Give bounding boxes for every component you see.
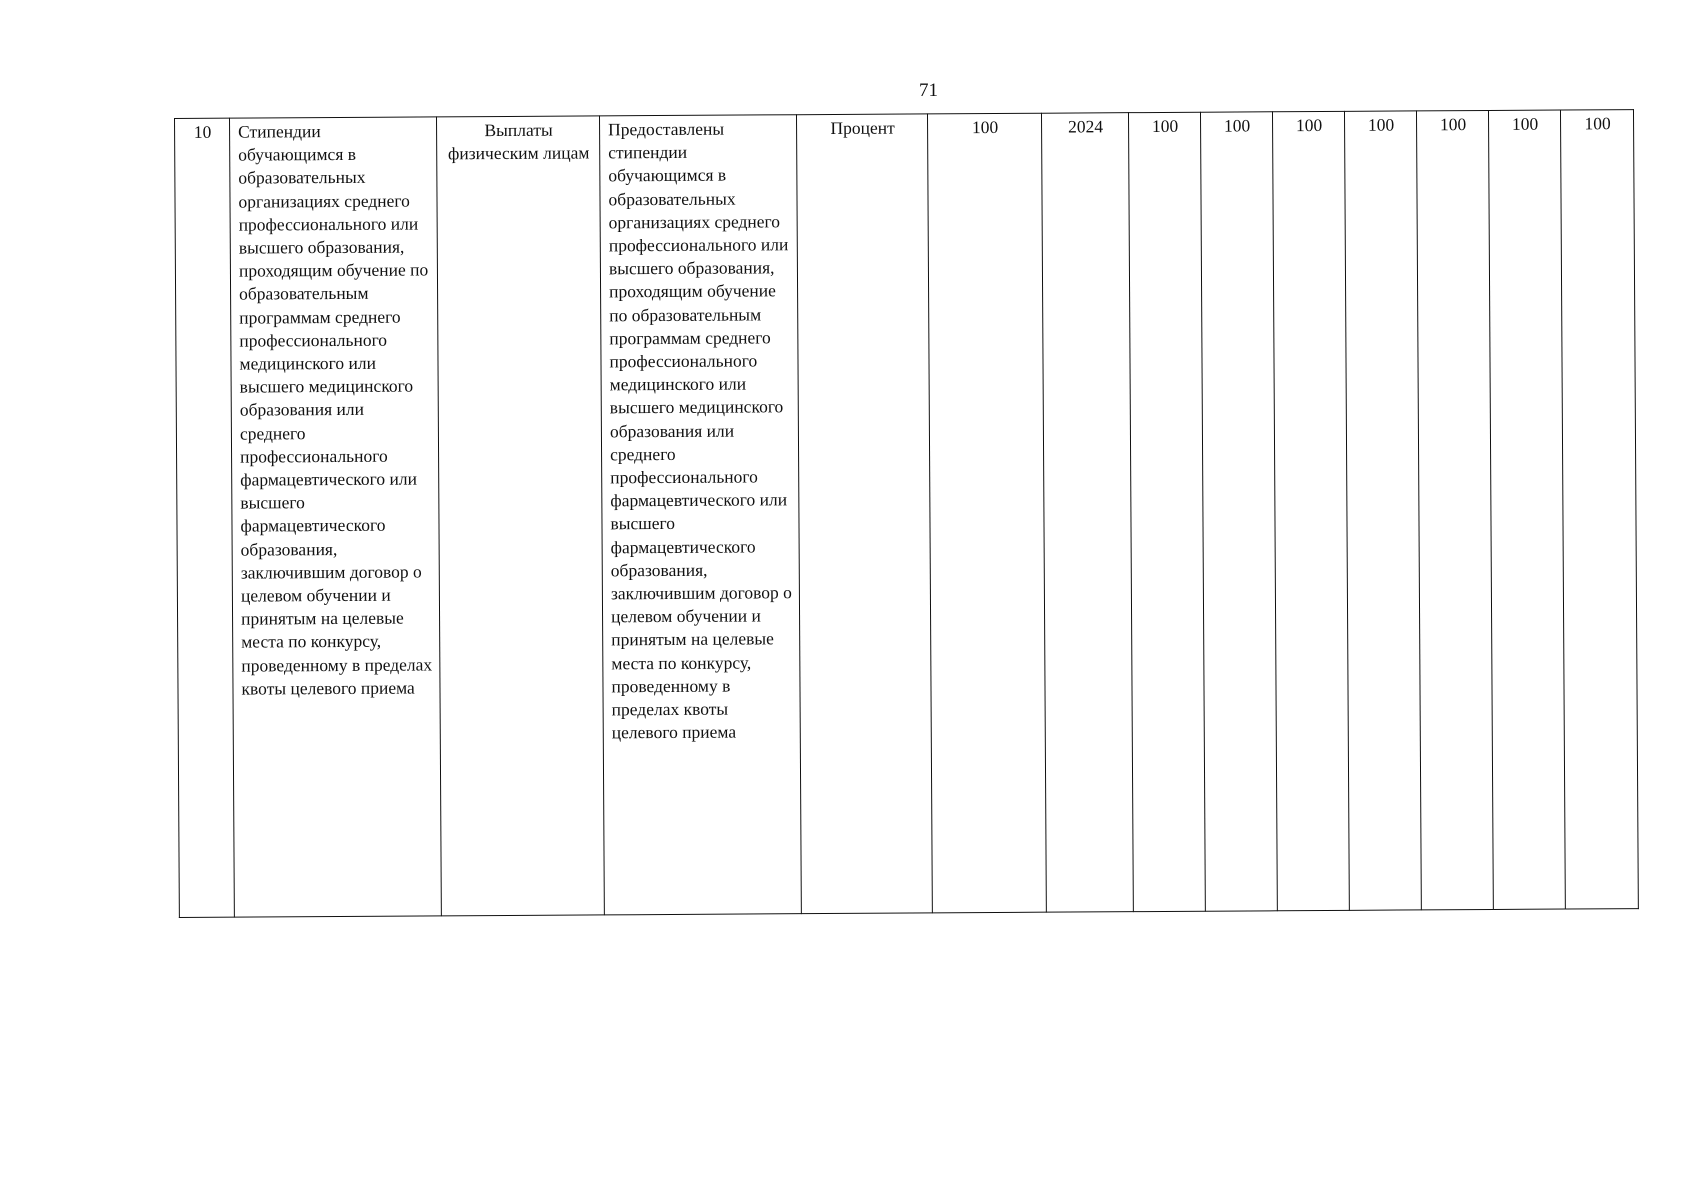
value-cell: 100 [1272, 111, 1349, 910]
value-cell: 100 [1128, 112, 1205, 911]
value-cell: 100 [1488, 110, 1565, 909]
indicator-table [174, 109, 1639, 918]
event-name-cell: Стипендии обучающимся в образовательных организациях среднего профессионального или высшего образования, проходящим обучение по образовательным программам среднего профессионального медицинского или высшего медицинского образования или среднего профессионального фармацевтического или высшего фармацевтического образования, заключившим договор о целевом обучении и принятым на целевые места по конкурсу, проведенному в пределах квоты целевого приема [230, 117, 442, 917]
page-number: 71 [919, 80, 938, 101]
value-cell: 100 [1200, 112, 1277, 911]
base-value-cell: 100 [927, 113, 1046, 913]
event-type-cell: Выплаты физическим лицам [436, 116, 604, 916]
row-number-cell: 10 [175, 118, 235, 917]
value-cell: 100 [1560, 110, 1638, 909]
unit-cell: Процент [796, 114, 932, 914]
value-cell: 100 [1416, 110, 1493, 909]
table-row [175, 110, 1639, 918]
value-cell: 100 [1344, 111, 1421, 910]
result-cell: Предоставлены стипендии обучающимся в образовательных организациях среднего профессионального или высшего образования, проходящим обучение по образовательным программам среднего профессионального медицинского или высшего медицинского образования или среднего профессионального фармацевтического или высшего фармацевтического образования, заключившим договор о целевом обучении и принятым на целевые места по конкурсу, проведенному в пределах квоты целевого приема [599, 115, 801, 915]
base-year-cell: 2024 [1041, 113, 1133, 913]
